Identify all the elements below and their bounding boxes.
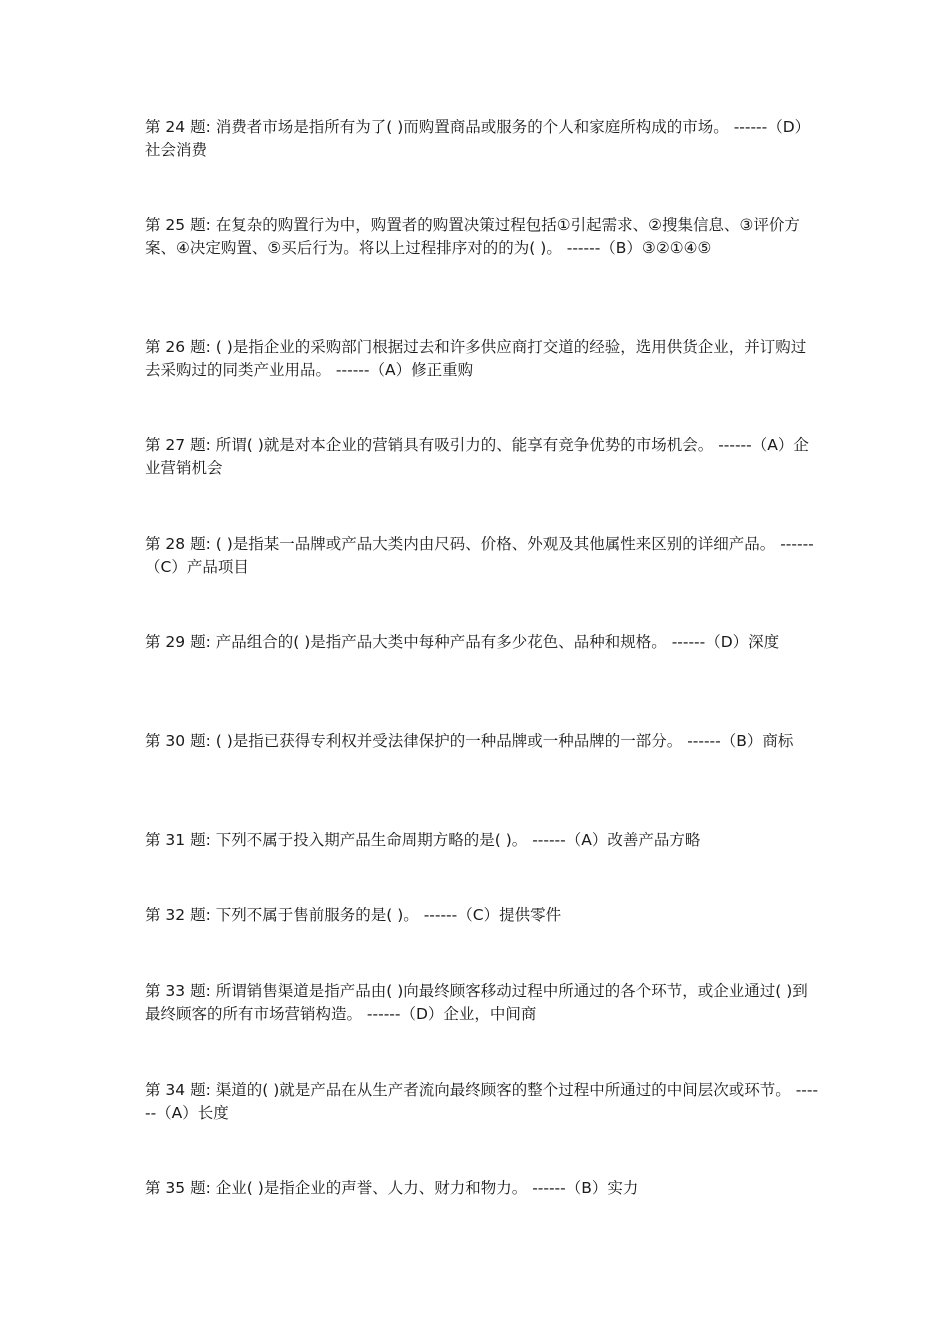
question-33 (145, 980, 820, 1026)
question-text: 渠道的( )就是产品在从生产者流向最终顾客的整个过程中所通过的中间层次或环节。 ------（A）长度 (145, 1081, 819, 1122)
question-label: 第 32 题: (145, 906, 211, 924)
question-label: 第 30 题: (145, 732, 211, 750)
question-text: 所谓销售渠道是指产品由( )向最终顾客移动过程中所通过的各个环节，或企业通过( )到最终顾客的所有市场营销构造。 ------（D）企业，中间商 (145, 982, 808, 1023)
question-label: 第 33 题: (145, 982, 211, 1000)
question-text: ( )是指已获得专利权并受法律保护的一种品牌或一种品牌的一部分。 ------（B）商标 (210, 732, 794, 750)
question-24 (145, 116, 820, 162)
question-label: 第 25 题: (145, 216, 211, 234)
question-26 (145, 336, 820, 382)
question-32 (145, 904, 820, 927)
question-text: 企业( )是指企业的声誉、人力、财力和物力。 ------（B）实力 (210, 1179, 639, 1197)
question-text: 产品组合的( )是指产品大类中每种产品有多少花色、品种和规格。 ------（D）深度 (210, 633, 780, 651)
question-label: 第 31 题: (145, 831, 211, 849)
question-label: 第 27 题: (145, 436, 211, 454)
question-label: 第 26 题: (145, 338, 211, 356)
question-35 (145, 1177, 820, 1200)
question-text: ( )是指企业的采购部门根据过去和许多供应商打交道的经验，选用供货企业，并订购过去采购过的同类产业用品。 ------（A）修正重购 (145, 338, 807, 379)
question-31 (145, 829, 820, 852)
question-text: 下列不属于投入期产品生命周期方略的是( )。 ------（A）改善产品方略 (210, 831, 701, 849)
question-text: 消费者市场是指所有为了( )而购置商品或服务的个人和家庭所构成的市场。 ------（D）社会消费 (145, 118, 811, 159)
question-label: 第 28 题: (145, 535, 211, 553)
question-label: 第 35 题: (145, 1179, 211, 1197)
question-28 (145, 533, 820, 579)
question-25 (145, 214, 820, 260)
question-label: 第 29 题: (145, 633, 211, 651)
question-30 (145, 730, 820, 753)
question-label: 第 34 题: (145, 1081, 211, 1099)
question-text: 在复杂的购置行为中，购置者的购置决策过程包括①引起需求、②搜集信息、③评价方案、④决定购置、⑤买后行为。将以上过程排序对的的为( )。 ------（B）③②①④⑤ (145, 216, 800, 257)
question-34 (145, 1079, 820, 1125)
question-29 (145, 631, 820, 654)
question-text: ( )是指某一品牌或产品大类内由尺码、价格、外观及其他属性来区别的详细产品。 ------（C）产品项目 (145, 535, 814, 576)
question-text: 下列不属于售前服务的是( )。 ------（C）提供零件 (210, 906, 562, 924)
question-27 (145, 434, 820, 480)
question-text: 所谓( )就是对本企业的营销具有吸引力的、能享有竞争优势的市场机会。 ------（A）企业营销机会 (145, 436, 809, 477)
question-label: 第 24 题: (145, 118, 211, 136)
